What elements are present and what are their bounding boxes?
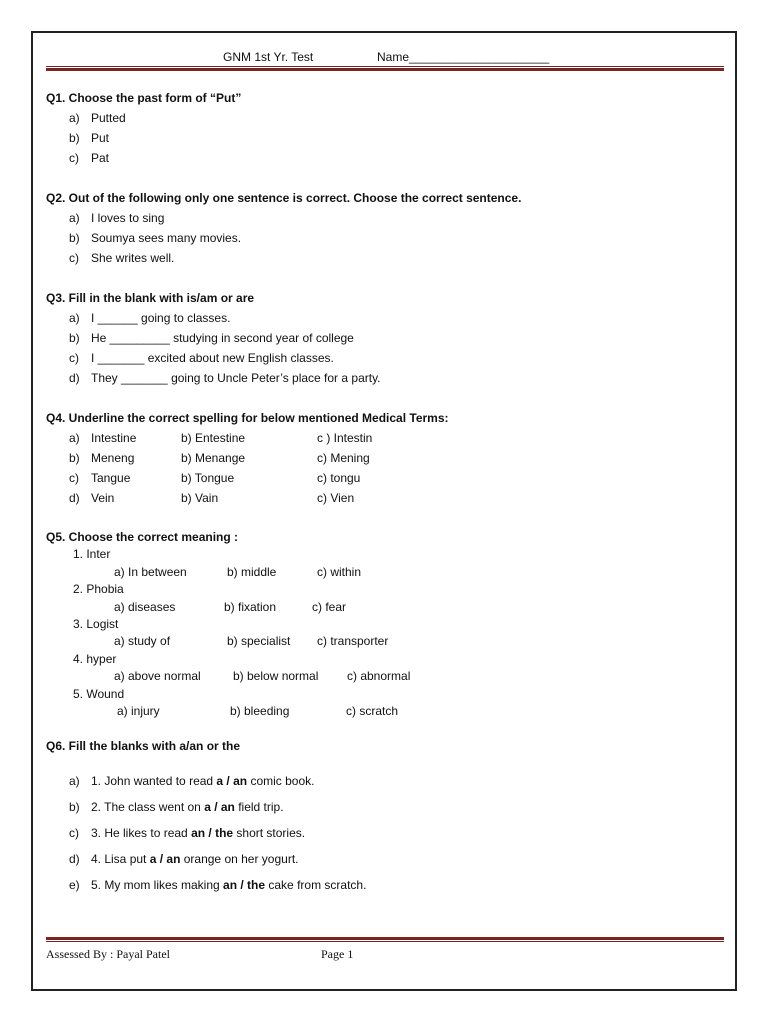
q2-option-letter: c) (69, 251, 79, 265)
q6-item-letter: d) (69, 852, 80, 866)
q4-choice: c ) Intestin (317, 431, 373, 445)
q1-option-text: Pat (91, 151, 110, 165)
q6-item-letter: a) (69, 774, 80, 788)
q4-choice: b) Entestine (181, 431, 246, 445)
assessed-by: Assessed By : Payal Patel (46, 947, 170, 961)
q4-choice: c) tongu (317, 471, 361, 485)
q4-choice: Intestine (91, 431, 137, 445)
q4-choice: b) Tongue (181, 471, 235, 485)
q5-question: Q5. Choose the correct meaning : (46, 530, 239, 544)
q6-item-letter: e) (69, 878, 80, 892)
footer-rule (46, 936, 724, 942)
q3-option-letter: a) (69, 311, 80, 325)
q3-option-text: I _______ excited about new English classes. (91, 351, 334, 365)
q6-sentence: 5. My mom likes making an / the cake from scratch. (91, 878, 367, 892)
name-field-label: Name_____________________ (377, 50, 550, 64)
q4-choice: b) Menange (181, 451, 246, 465)
q5-term: 3. Logist (73, 617, 119, 631)
q5-choice: a) study of (114, 634, 171, 648)
q5-choice: b) bleeding (230, 704, 290, 718)
q4-choice: Vein (91, 491, 115, 505)
q2-option-text: She writes well. (91, 251, 175, 265)
q6-question: Q6. Fill the blanks with a/an or the (46, 739, 241, 753)
q5-term: 4. hyper (73, 652, 117, 666)
q1-option-text: Put (91, 131, 110, 145)
q2-option-text: I loves to sing (91, 211, 165, 225)
q4-row-letter: d) (69, 491, 80, 505)
q3-option-text: They _______ going to Uncle Peter’s place for a party. (91, 371, 381, 385)
q5-choice: c) abnormal (347, 669, 411, 683)
q2-question: Q2. Out of the following only one sentence is correct. Choose the correct sentence. (46, 191, 522, 205)
q4-choice: c) Mening (317, 451, 370, 465)
q3-option-letter: c) (69, 351, 79, 365)
q5-term: 2. Phobia (73, 582, 124, 596)
q5-choice: c) scratch (346, 704, 399, 718)
q6-choice: a / an (149, 852, 181, 866)
q1-option-letter: c) (69, 151, 79, 165)
q6-choice: an / the (191, 826, 234, 840)
q5-choice: a) above normal (114, 669, 201, 683)
q2-option-letter: a) (69, 211, 80, 225)
q6-choice: a / an (216, 774, 248, 788)
q5-choice: b) specialist (227, 634, 291, 648)
q5-term: 1. Inter (73, 547, 111, 561)
q5-choice: b) middle (227, 565, 277, 579)
q5-choice: c) transporter (317, 634, 389, 648)
q6-sentence: 2. The class went on a / an field trip. (91, 800, 284, 814)
q3-question: Q3. Fill in the blank with is/am or are (46, 291, 255, 305)
q3-option-letter: d) (69, 371, 80, 385)
test-title: GNM 1st Yr. Test (223, 50, 314, 64)
q3-option-letter: b) (69, 331, 80, 345)
q4-row-letter: b) (69, 451, 80, 465)
q4-choice: Meneng (91, 451, 135, 465)
q4-choice: c) Vien (317, 491, 355, 505)
q6-item-letter: b) (69, 800, 80, 814)
q1-question: Q1. Choose the past form of “Put” (46, 91, 242, 105)
q6-sentence: 4. Lisa put a / an orange on her yogurt. (91, 852, 299, 866)
q4-row-letter: a) (69, 431, 80, 445)
q4-choice: Tangue (91, 471, 131, 485)
q2-option-text: Soumya sees many movies. (91, 231, 242, 245)
q6-sentence: 3. He likes to read an / the short stories. (91, 826, 306, 840)
q1-option-letter: a) (69, 111, 80, 125)
q5-choice: a) diseases (114, 600, 176, 614)
q5-choice: b) below normal (233, 669, 319, 683)
q4-choice: b) Vain (181, 491, 219, 505)
page-number: Page 1 (321, 947, 354, 961)
q5-term: 5. Wound (73, 687, 125, 701)
q1-option-letter: b) (69, 131, 80, 145)
q1-option-text: Putted (91, 111, 126, 125)
q5-choice: c) within (317, 565, 362, 579)
header-rule (46, 66, 724, 71)
q2-option-letter: b) (69, 231, 80, 245)
q3-option-text: He _________ studying in second year of college (91, 331, 354, 345)
q5-choice: a) In between (114, 565, 187, 579)
q6-item-letter: c) (69, 826, 79, 840)
q4-question: Q4. Underline the correct spelling for below mentioned Medical Terms: (46, 411, 449, 425)
q5-choice: a) injury (117, 704, 160, 718)
test-page (31, 31, 737, 991)
q5-choice: c) fear (312, 600, 347, 614)
q6-choice: a / an (204, 800, 235, 814)
q5-choice: b) fixation (224, 600, 277, 614)
q4-row-letter: c) (69, 471, 79, 485)
q3-option-text: I ______ going to classes. (91, 311, 231, 325)
q6-choice: an / the (223, 878, 266, 892)
q6-sentence: 1. John wanted to read a / an comic book. (91, 774, 315, 788)
